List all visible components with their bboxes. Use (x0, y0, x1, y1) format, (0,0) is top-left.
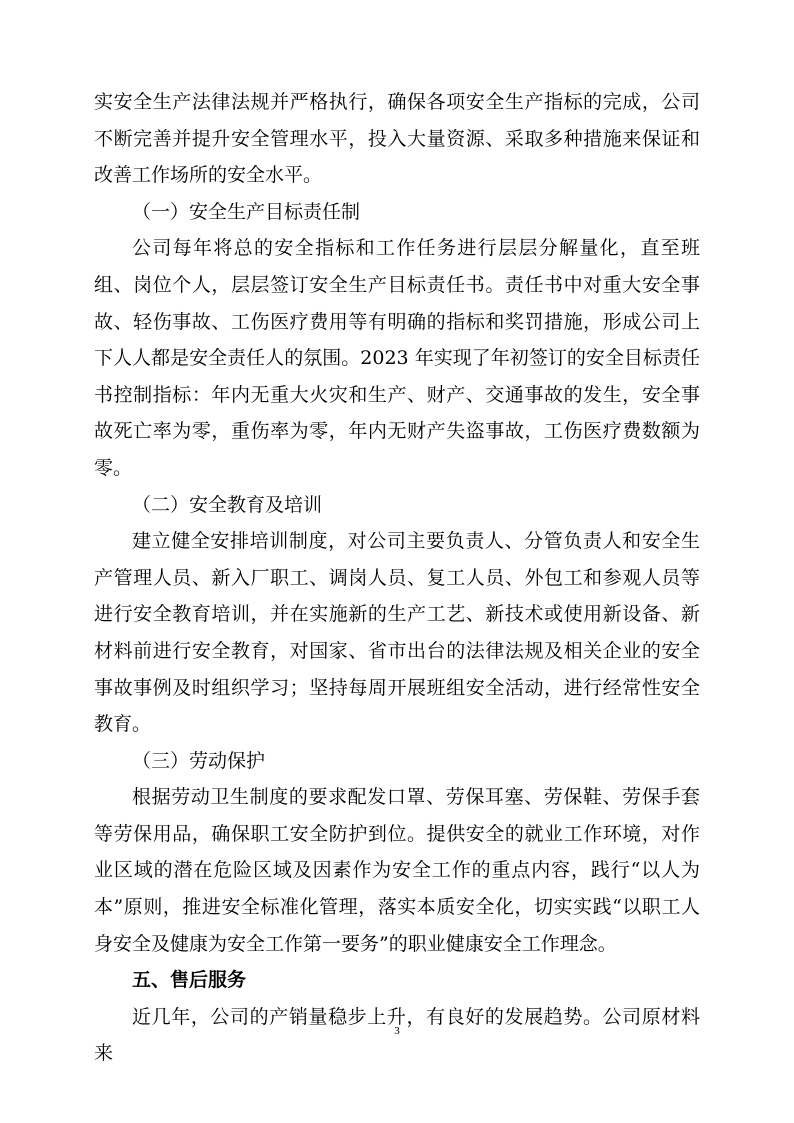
subheading-labor-protection: （三）劳动保护 (132, 749, 266, 772)
paragraph-target-responsibility: 公司每年将总的安全指标和工作任务进行层层分解量化，直至班组、岗位个人，层层签订安全生产目标责任书。责任书中对重大安全事故、轻伤事故、工伤医疗费用等有明确的指标和奖罚措施，形成公司上下人人都是安全责任人的氛围。2023 年实现了年初签订的安全目标责任书控制指标：年内无重大火灾和生产、财产、交通事故的发生，安全事故死亡率为零，重伤率为零，年内无财产失盗事故，工伤医疗费数额为零。 (94, 237, 700, 479)
page-number: 3 (394, 1025, 400, 1037)
section-heading-after-sales: 五、售后服务 (132, 969, 247, 992)
document-body (94, 84, 700, 1072)
paragraph-continued: 实安全生产法律法规并严格执行，确保各项安全生产指标的完成，公司不断完善并提升安全管理水平，投入大量资源、采取多种措施来保证和改善工作场所的安全水平。 (94, 91, 700, 187)
subheading-safety-training: （二）安全教育及培训 (132, 493, 323, 516)
subheading-target-responsibility: （一）安全生产目标责任制 (132, 200, 361, 223)
paragraph-safety-training: 建立健全安排培训制度，对公司主要负责人、分管负责人和安全生产管理人员、新入厂职工、调岗人员、复工人员、外包工和参观人员等进行安全教育培训，并在实施新的生产工艺、新技术或使用新设备、新材料前进行安全教育，对国家、省市出台的法律法规及相关企业的安全事故事例及时组织学习；坚持每周开展班组安全活动，进行经常性安全教育。 (94, 530, 700, 736)
paragraph-labor-protection: 根据劳动卫生制度的要求配发口罩、劳保耳塞、劳保鞋、劳保手套等劳保用品，确保职工安全防护到位。提供安全的就业工作环境，对作业区域的潜在危险区域及因素作为安全工作的重点内容，践行“以人为本”原则，推进安全标准化管理，落实本质安全化，切实实践“以职工人身安全及健康为安全工作第一要务”的职业健康安全工作理念。 (94, 786, 700, 955)
paragraph-after-sales: 近几年，公司的产销量稳步上升，有良好的发展趋势。公司原材料来 (94, 1005, 700, 1065)
